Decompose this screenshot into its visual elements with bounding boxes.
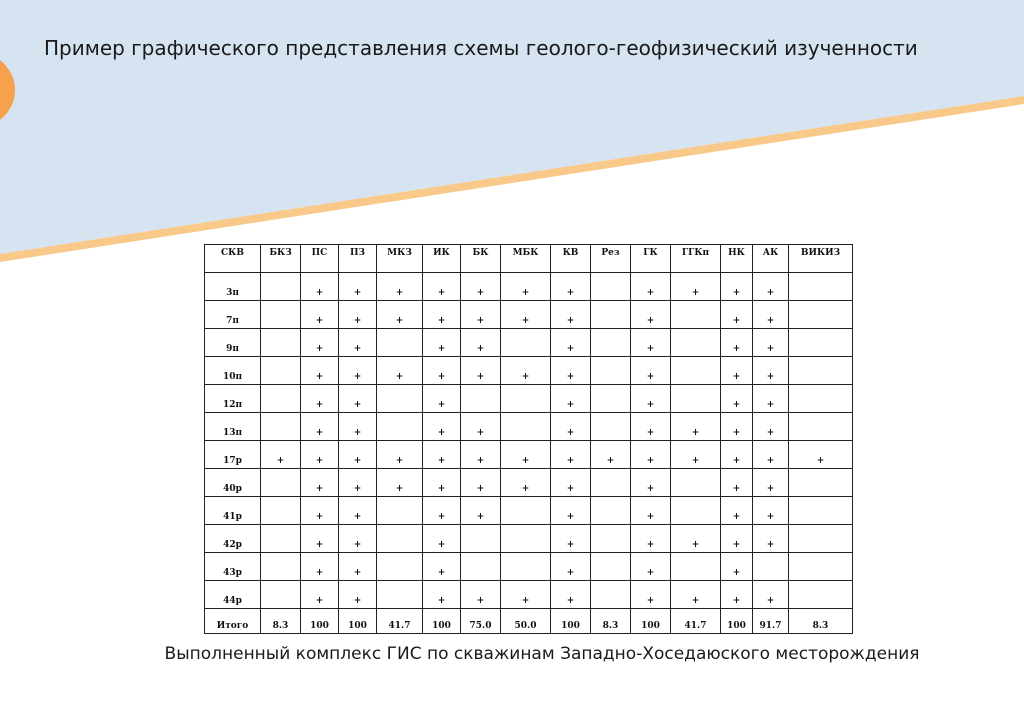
total-cell: 8.3 (789, 609, 853, 634)
method-cell (591, 301, 631, 329)
method-cell: + (631, 469, 671, 497)
method-cell (377, 329, 423, 357)
column-header: СКВ (205, 245, 261, 273)
well-name-cell: 43р (205, 553, 261, 581)
method-cell: + (753, 385, 789, 413)
method-cell: + (789, 441, 853, 469)
method-cell: + (551, 329, 591, 357)
method-cell: + (671, 273, 721, 301)
method-cell: + (301, 469, 339, 497)
table-header-row (205, 245, 853, 273)
method-cell: + (721, 441, 753, 469)
method-cell (377, 525, 423, 553)
method-cell: + (339, 525, 377, 553)
method-cell: + (551, 357, 591, 385)
method-cell: + (261, 441, 301, 469)
method-cell: + (631, 497, 671, 525)
total-cell: 41.7 (377, 609, 423, 634)
method-cell (789, 413, 853, 441)
method-cell: + (461, 581, 501, 609)
column-header: ВИКИЗ (789, 245, 853, 273)
method-cell (377, 385, 423, 413)
method-cell: + (423, 273, 461, 301)
method-cell: + (551, 497, 591, 525)
method-cell: + (377, 441, 423, 469)
method-cell (671, 469, 721, 497)
method-cell (501, 497, 551, 525)
method-cell: + (721, 469, 753, 497)
method-cell: + (423, 581, 461, 609)
method-cell (671, 385, 721, 413)
method-cell (789, 581, 853, 609)
method-cell: + (631, 385, 671, 413)
method-cell: + (551, 273, 591, 301)
method-cell: + (301, 329, 339, 357)
total-cell: 8.3 (591, 609, 631, 634)
method-cell: + (753, 441, 789, 469)
method-cell: + (461, 301, 501, 329)
method-cell: + (339, 413, 377, 441)
method-cell (789, 553, 853, 581)
well-name-cell: 12п (205, 385, 261, 413)
method-cell: + (339, 497, 377, 525)
method-cell: + (461, 469, 501, 497)
well-name-cell: 7п (205, 301, 261, 329)
table-row (205, 497, 853, 525)
method-cell (261, 329, 301, 357)
well-name-cell: 40р (205, 469, 261, 497)
method-cell: + (501, 273, 551, 301)
method-cell: + (551, 301, 591, 329)
method-cell: + (461, 413, 501, 441)
method-cell: + (721, 553, 753, 581)
method-cell (501, 525, 551, 553)
method-cell: + (377, 301, 423, 329)
table-row (205, 273, 853, 301)
method-cell: + (301, 525, 339, 553)
method-cell: + (631, 553, 671, 581)
table-total-row (205, 609, 853, 634)
method-cell (261, 553, 301, 581)
method-cell: + (721, 385, 753, 413)
column-header: АК (753, 245, 789, 273)
method-cell: + (339, 581, 377, 609)
method-cell (377, 497, 423, 525)
method-cell: + (501, 357, 551, 385)
method-cell: + (301, 301, 339, 329)
method-cell: + (339, 301, 377, 329)
total-cell: 8.3 (261, 609, 301, 634)
method-cell: + (721, 273, 753, 301)
well-name-cell: 17р (205, 441, 261, 469)
column-header: МБК (501, 245, 551, 273)
method-cell (377, 581, 423, 609)
column-header: КВ (551, 245, 591, 273)
method-cell: + (631, 413, 671, 441)
method-cell: + (721, 581, 753, 609)
method-cell (671, 357, 721, 385)
total-cell: 100 (423, 609, 461, 634)
method-cell (501, 413, 551, 441)
method-cell (261, 301, 301, 329)
total-cell: 100 (339, 609, 377, 634)
table-row (205, 329, 853, 357)
total-cell: 75.0 (461, 609, 501, 634)
total-cell: 100 (551, 609, 591, 634)
method-cell: + (721, 525, 753, 553)
method-cell (377, 553, 423, 581)
method-cell: + (339, 469, 377, 497)
method-cell (261, 357, 301, 385)
well-name-cell: 41р (205, 497, 261, 525)
method-cell: + (753, 469, 789, 497)
method-cell (261, 385, 301, 413)
method-cell: + (461, 357, 501, 385)
well-name-cell: 44р (205, 581, 261, 609)
column-header: ГГКп (671, 245, 721, 273)
method-cell: + (551, 581, 591, 609)
method-cell: + (753, 525, 789, 553)
method-cell: + (423, 469, 461, 497)
method-cell: + (631, 581, 671, 609)
method-cell (671, 329, 721, 357)
method-cell: + (423, 441, 461, 469)
method-cell: + (501, 469, 551, 497)
method-cell (591, 329, 631, 357)
well-name-cell: 42р (205, 525, 261, 553)
method-cell (501, 385, 551, 413)
method-cell: + (753, 357, 789, 385)
column-header: Рез (591, 245, 631, 273)
method-cell (591, 553, 631, 581)
method-cell (789, 273, 853, 301)
table-row (205, 385, 853, 413)
method-cell: + (301, 497, 339, 525)
table-row (205, 441, 853, 469)
method-cell (591, 581, 631, 609)
method-cell: + (301, 581, 339, 609)
method-cell: + (721, 413, 753, 441)
column-header: ИК (423, 245, 461, 273)
table-row (205, 525, 853, 553)
method-cell: + (671, 581, 721, 609)
slide-title: Пример графического представления схемы геолого-геофизический изученности (44, 36, 918, 60)
method-cell: + (753, 497, 789, 525)
method-cell (461, 385, 501, 413)
method-cell (461, 553, 501, 581)
table-row (205, 301, 853, 329)
method-cell: + (461, 329, 501, 357)
method-cell: + (631, 329, 671, 357)
method-cell (461, 525, 501, 553)
method-cell: + (377, 357, 423, 385)
method-cell: + (423, 497, 461, 525)
method-cell (789, 301, 853, 329)
total-cell: 100 (301, 609, 339, 634)
method-cell: + (423, 525, 461, 553)
method-cell (591, 273, 631, 301)
method-cell: + (461, 441, 501, 469)
column-header: ПС (301, 245, 339, 273)
table-row (205, 469, 853, 497)
method-cell: + (753, 413, 789, 441)
method-cell (501, 553, 551, 581)
total-cell: 41.7 (671, 609, 721, 634)
method-cell: + (423, 385, 461, 413)
method-cell (261, 525, 301, 553)
method-cell (671, 553, 721, 581)
total-cell: 50.0 (501, 609, 551, 634)
method-cell: + (551, 441, 591, 469)
method-cell: + (671, 413, 721, 441)
total-cell: 100 (721, 609, 753, 634)
method-cell: + (301, 357, 339, 385)
total-cell: 91.7 (753, 609, 789, 634)
method-cell: + (501, 441, 551, 469)
method-cell: + (461, 497, 501, 525)
method-cell: + (551, 469, 591, 497)
method-cell: + (423, 413, 461, 441)
method-cell (261, 413, 301, 441)
column-header: ГК (631, 245, 671, 273)
method-cell: + (377, 273, 423, 301)
method-cell (261, 469, 301, 497)
method-cell (591, 357, 631, 385)
method-cell (501, 329, 551, 357)
method-cell (789, 385, 853, 413)
method-cell: + (501, 581, 551, 609)
method-cell: + (423, 329, 461, 357)
method-cell: + (339, 553, 377, 581)
method-cell: + (301, 441, 339, 469)
method-cell: + (753, 301, 789, 329)
method-cell: + (461, 273, 501, 301)
well-name-cell: 3п (205, 273, 261, 301)
method-cell: + (721, 329, 753, 357)
method-cell: + (753, 581, 789, 609)
method-cell: + (753, 273, 789, 301)
method-cell: + (591, 441, 631, 469)
column-header: БК (461, 245, 501, 273)
method-cell: + (339, 357, 377, 385)
method-cell: + (301, 553, 339, 581)
method-cell: + (753, 329, 789, 357)
method-cell (591, 525, 631, 553)
method-cell: + (551, 413, 591, 441)
method-cell (789, 497, 853, 525)
method-cell (377, 413, 423, 441)
slide-caption: Выполненный комплекс ГИС по скважинам Западно-Хоседаюского месторождения (164, 644, 920, 664)
method-cell: + (377, 469, 423, 497)
column-header: ПЗ (339, 245, 377, 273)
method-cell (789, 357, 853, 385)
table-row (205, 553, 853, 581)
method-cell: + (671, 441, 721, 469)
method-cell: + (721, 357, 753, 385)
column-header: НК (721, 245, 753, 273)
method-cell: + (423, 301, 461, 329)
method-cell: + (631, 441, 671, 469)
method-cell (261, 273, 301, 301)
method-cell (261, 497, 301, 525)
method-cell (789, 329, 853, 357)
method-cell: + (339, 329, 377, 357)
method-cell (789, 469, 853, 497)
column-header: БКЗ (261, 245, 301, 273)
method-cell: + (631, 273, 671, 301)
method-cell: + (631, 301, 671, 329)
method-cell: + (423, 553, 461, 581)
method-cell (591, 385, 631, 413)
method-cell (671, 497, 721, 525)
total-label-cell: Итого (205, 609, 261, 634)
table-row (205, 413, 853, 441)
method-cell: + (501, 301, 551, 329)
method-cell (753, 553, 789, 581)
method-cell: + (339, 441, 377, 469)
method-cell (671, 301, 721, 329)
gis-table (204, 244, 853, 634)
method-cell: + (423, 357, 461, 385)
method-cell: + (301, 273, 339, 301)
method-cell: + (301, 385, 339, 413)
method-cell: + (721, 497, 753, 525)
well-name-cell: 10п (205, 357, 261, 385)
method-cell (591, 413, 631, 441)
method-cell: + (339, 273, 377, 301)
method-cell: + (301, 413, 339, 441)
method-cell (261, 581, 301, 609)
method-cell: + (551, 525, 591, 553)
column-header: МКЗ (377, 245, 423, 273)
method-cell: + (721, 301, 753, 329)
method-cell: + (551, 385, 591, 413)
method-cell: + (339, 385, 377, 413)
table-row (205, 581, 853, 609)
method-cell (591, 497, 631, 525)
well-name-cell: 9п (205, 329, 261, 357)
method-cell: + (551, 553, 591, 581)
method-cell (591, 469, 631, 497)
method-cell: + (631, 357, 671, 385)
table-row (205, 357, 853, 385)
total-cell: 100 (631, 609, 671, 634)
method-cell: + (631, 525, 671, 553)
method-cell: + (671, 525, 721, 553)
method-cell (789, 525, 853, 553)
well-name-cell: 13п (205, 413, 261, 441)
